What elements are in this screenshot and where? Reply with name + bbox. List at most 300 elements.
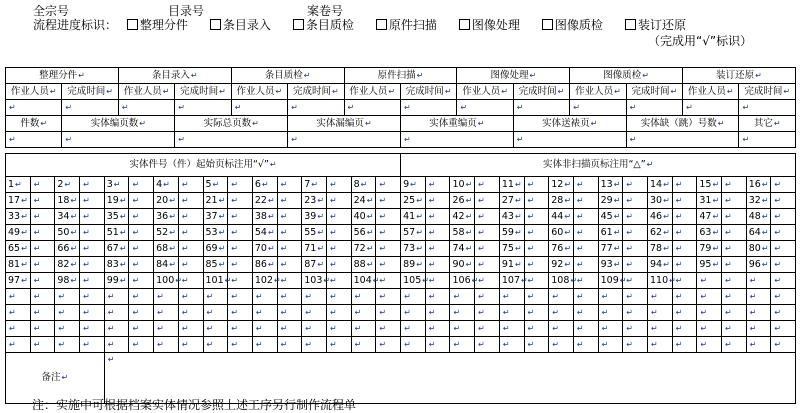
- sub-header-text: 作业人员: [575, 85, 614, 97]
- page-mark-cell: [326, 321, 351, 337]
- paragraph-mark: ↵: [725, 195, 732, 205]
- paragraph-mark: ↵: [514, 259, 522, 269]
- paragraph-mark: ↵: [255, 339, 263, 349]
- paragraph-mark: ↵: [700, 275, 708, 285]
- page-number-cell: [302, 305, 327, 321]
- page-number-cell: [154, 321, 179, 337]
- page-number-cell-text: 28: [551, 194, 564, 206]
- page-number-cell: [351, 193, 376, 209]
- grid-row: [6, 273, 796, 289]
- page-number-cell: [647, 241, 672, 257]
- page-number-cell-text: 78: [649, 242, 663, 254]
- paragraph-mark: ↵: [527, 339, 535, 349]
- page-number-cell: [401, 257, 426, 273]
- page-mark-cell: [722, 321, 747, 337]
- paragraph-mark: ↵: [311, 179, 318, 189]
- paragraph-mark: ↵: [157, 291, 164, 301]
- page-number-cell: [647, 337, 672, 353]
- page-mark-cell: [573, 273, 598, 289]
- paragraph-mark: ↵: [576, 275, 584, 285]
- stats-label-row: [6, 116, 796, 132]
- page-number-cell: [746, 321, 771, 337]
- page-number-cell-text: 76: [551, 242, 564, 254]
- checkbox[interactable]: [210, 19, 221, 30]
- page-number-cell: [598, 257, 623, 273]
- stage-header: [683, 68, 796, 84]
- page-mark-cell: [376, 257, 401, 273]
- paragraph-mark: ↵: [428, 323, 436, 333]
- personnel-cell: [118, 100, 174, 116]
- process-option[interactable]: [293, 18, 354, 32]
- paragraph-mark: ↵: [416, 195, 423, 205]
- page-number-cell-text: 74: [452, 242, 465, 254]
- page-number-cell-text: 72: [353, 242, 366, 254]
- paragraph-mark: ↵: [70, 275, 78, 285]
- stage-header: [6, 68, 119, 84]
- page-number-cell: [401, 177, 426, 193]
- checkbox[interactable]: [459, 19, 470, 30]
- mulu-label: 目录号: [168, 4, 205, 18]
- paragraph-mark: ↵: [725, 323, 732, 333]
- process-label: 流程进度标识：: [33, 18, 118, 32]
- page-mark-cell: [623, 337, 648, 353]
- page-number-cell-text: 82: [57, 258, 70, 270]
- page-number-cell: [302, 241, 327, 257]
- page-number-cell: [746, 273, 771, 289]
- paragraph-mark: ↵: [267, 195, 275, 205]
- page-mark-cell: [80, 337, 105, 353]
- paragraph-mark: ↵: [58, 339, 66, 349]
- page-mark-cell: [30, 289, 55, 305]
- stats-value: [288, 132, 401, 148]
- paragraph-mark: ↵: [675, 243, 683, 253]
- page-mark-cell: [722, 225, 747, 241]
- page-number-cell: [598, 241, 623, 257]
- page-number-cell: [647, 305, 672, 321]
- checkbox[interactable]: [625, 19, 636, 30]
- page-mark-cell: [623, 321, 648, 337]
- page-mark-cell: [129, 337, 154, 353]
- paragraph-mark: ↵: [169, 259, 176, 269]
- paragraph-mark: ↵: [590, 118, 598, 128]
- checkbox[interactable]: [542, 19, 553, 30]
- paragraph-mark: ↵: [329, 227, 337, 237]
- page-mark-cell: [30, 193, 55, 209]
- page-number-cell: [6, 257, 31, 273]
- personnel-cell: [457, 100, 513, 116]
- paragraph-mark: ↵: [663, 227, 670, 237]
- page-mark-cell: [376, 321, 401, 337]
- page-mark-cell: [623, 257, 648, 273]
- paragraph-mark: ↵: [675, 259, 683, 269]
- paragraph-mark: ↵: [650, 323, 658, 333]
- page-number-cell-text: 61: [600, 226, 613, 238]
- paragraph-mark: ↵: [669, 275, 676, 285]
- stage-header: [118, 68, 231, 84]
- process-row: [33, 18, 686, 32]
- paragraph-mark: ↵: [388, 86, 396, 96]
- process-option[interactable]: [127, 18, 188, 32]
- page-number-cell: [203, 209, 228, 225]
- page-mark-cell: [178, 241, 203, 257]
- page-mark-cell: [228, 241, 253, 257]
- page-number-cell-text: 40: [353, 210, 366, 222]
- stage-header-text: 条目质检: [264, 69, 303, 81]
- page-mark-cell: [178, 257, 203, 273]
- page-number-cell: [499, 209, 524, 225]
- page-number-cell: [104, 209, 129, 225]
- paragraph-mark: ↵: [601, 339, 609, 349]
- page-number-cell: [203, 273, 232, 289]
- page-mark-cell: [425, 209, 450, 225]
- paragraph-mark: ↵: [626, 339, 633, 349]
- page-number-cell: [55, 241, 80, 257]
- page-number-cell-text: 23: [304, 194, 317, 206]
- page-mark-cell: [722, 241, 747, 257]
- paragraph-mark: ↵: [33, 339, 41, 349]
- page-mark-cell: [524, 273, 549, 289]
- personnel-row: [6, 100, 796, 116]
- paragraph-mark: ↵: [218, 243, 226, 253]
- paragraph-mark: ↵: [626, 179, 633, 189]
- paragraph-mark: ↵: [231, 195, 238, 205]
- page-mark-cell: [129, 305, 154, 321]
- paragraph-mark: ↵: [453, 307, 461, 317]
- paragraph-mark: ↵: [83, 179, 90, 189]
- paragraph-mark: ↵: [626, 211, 633, 221]
- page-mark-cell: [771, 321, 796, 337]
- paragraph-mark: ↵: [49, 86, 57, 96]
- process-option-label: 图像处理: [471, 18, 520, 32]
- page-number-cell-text: 20: [156, 194, 169, 206]
- page-mark-cell: [376, 337, 401, 353]
- stage-header-text: 条目录入: [151, 69, 190, 81]
- personnel-cell: [6, 100, 62, 116]
- page-number-cell-text: 57: [403, 226, 416, 238]
- sub-header: [118, 84, 174, 100]
- page-mark-cell: [228, 321, 253, 337]
- paragraph-mark: ↵: [761, 211, 769, 221]
- page-number-cell-text: 41: [403, 210, 416, 222]
- paragraph-mark: ↵: [107, 339, 115, 349]
- page-number-cell: [55, 289, 80, 305]
- sub-header: [175, 84, 231, 100]
- page-number-cell: [351, 337, 376, 353]
- page-mark-cell: [326, 305, 351, 321]
- page-number-cell: [697, 225, 722, 241]
- page-mark-cell: [129, 193, 154, 209]
- stats-value: [626, 132, 739, 148]
- page-mark-cell: [326, 193, 351, 209]
- page-mark-cell: [672, 337, 697, 353]
- paragraph-mark: ↵: [379, 339, 387, 349]
- paragraph-mark: ↵: [181, 259, 189, 269]
- paragraph-mark: ↵: [305, 291, 312, 301]
- page-number-cell-text: 89: [403, 258, 416, 270]
- page-number-cell-text: 73: [403, 242, 416, 254]
- process-option[interactable]: [542, 18, 603, 32]
- page-number-cell-text: 30: [649, 194, 663, 206]
- page-mark-cell: [475, 177, 500, 193]
- paragraph-mark: ↵: [460, 102, 468, 112]
- stats-label: [288, 116, 401, 132]
- paragraph-mark: ↵: [139, 118, 146, 128]
- paragraph-mark: ↵: [725, 291, 732, 301]
- process-option[interactable]: [625, 18, 686, 32]
- page-number-cell: [154, 193, 179, 209]
- page-mark-cell: [771, 209, 796, 225]
- checkbox[interactable]: [293, 19, 304, 30]
- paragraph-mark: ↵: [329, 179, 337, 189]
- paragraph-mark: ↵: [33, 211, 41, 221]
- sub-header-text: 完成时间: [405, 85, 444, 97]
- paragraph-mark: ↵: [9, 339, 16, 349]
- page-mark-cell: [573, 193, 598, 209]
- sub-header-text: 完成时间: [518, 85, 557, 97]
- paragraph-mark: ↵: [663, 211, 670, 221]
- paragraph-mark: ↵: [465, 195, 473, 205]
- personnel-cell: [513, 100, 569, 116]
- page-mark-cell: [623, 289, 648, 305]
- paragraph-mark: ↵: [218, 227, 226, 237]
- paragraph-mark: ↵: [478, 275, 485, 285]
- process-option[interactable]: [376, 18, 437, 32]
- paragraph-mark: ↵: [428, 275, 436, 285]
- page-number-cell: [549, 273, 578, 289]
- page-mark-cell: [672, 257, 697, 273]
- page-number-cell: [647, 177, 672, 193]
- paragraph-mark: ↵: [516, 134, 524, 144]
- page-number-cell-text: 59: [501, 226, 514, 238]
- grid-row: [6, 257, 796, 273]
- page-number-cell-text: 27: [501, 194, 514, 206]
- paragraph-mark: ↵: [305, 339, 312, 349]
- page-number-cell: [697, 289, 722, 305]
- sub-header: [570, 84, 626, 100]
- process-option[interactable]: [459, 18, 520, 32]
- paragraph-mark: ↵: [619, 275, 627, 285]
- page-mark-cell: [228, 209, 253, 225]
- page-mark-cell: [277, 177, 302, 193]
- page-mark-cell: [376, 209, 401, 225]
- paragraph-mark: ↵: [477, 118, 485, 128]
- page-number-cell: [697, 209, 722, 225]
- page-number-cell: [154, 225, 179, 241]
- paragraph-mark: ↵: [132, 323, 140, 333]
- checkbox[interactable]: [127, 19, 138, 30]
- sub-header: [6, 84, 62, 100]
- page-number-cell: [302, 177, 327, 193]
- page-number-cell: [746, 177, 771, 193]
- page-number-cell: [450, 193, 475, 209]
- stats-value: [62, 132, 175, 148]
- paragraph-mark: ↵: [364, 118, 372, 128]
- paragraph-mark: ↵: [761, 259, 769, 269]
- page-number-cell: [549, 305, 574, 321]
- paragraph-mark: ↵: [422, 275, 429, 285]
- page-number-cell: [252, 257, 277, 273]
- page-mark-cell: [722, 305, 747, 321]
- page-mark-cell: [30, 225, 55, 241]
- paragraph-mark: ↵: [742, 134, 750, 144]
- paragraph-mark: ↵: [33, 291, 41, 301]
- paragraph-mark: ↵: [181, 243, 189, 253]
- page-number-cell-text: 103: [304, 274, 323, 286]
- page-number-cell: [697, 241, 722, 257]
- page-number-cell-text: 52: [156, 226, 169, 238]
- stats-label: [513, 116, 626, 132]
- paragraph-mark: ↵: [65, 134, 73, 144]
- paragraph-mark: ↵: [70, 259, 78, 269]
- page-number-cell-text: 36: [156, 210, 169, 222]
- page-mark-cell: [129, 257, 154, 273]
- page-mark-cell: [771, 193, 796, 209]
- paragraph-mark: ↵: [280, 275, 288, 285]
- page-mark-cell: [672, 225, 697, 241]
- page-mark-cell: [326, 273, 351, 289]
- page-number-cell: [351, 241, 376, 257]
- page-number-cell: [104, 273, 129, 289]
- page-number-cell: [154, 305, 179, 321]
- paragraph-mark: ↵: [78, 70, 85, 80]
- paragraph-mark: ↵: [675, 291, 683, 301]
- paragraph-mark: ↵: [444, 86, 452, 96]
- paragraph-mark: ↵: [181, 179, 189, 189]
- paragraph-mark: ↵: [280, 211, 288, 221]
- page-number-cell-text: 91: [501, 258, 514, 270]
- page-number-cell: [351, 273, 380, 289]
- page-number-cell: [450, 209, 475, 225]
- page-mark-cell: [376, 305, 401, 321]
- page-mark-cell: [425, 273, 450, 289]
- page-mark-cell: [376, 289, 401, 305]
- process-option[interactable]: [210, 18, 271, 32]
- page-number-cell-text: 90: [452, 258, 465, 270]
- page-mark-cell: [524, 289, 549, 305]
- paragraph-mark: ↵: [360, 179, 368, 189]
- sub-header: [400, 84, 456, 100]
- page-number-cell-text: 32: [748, 194, 761, 206]
- page-number-cell: [203, 225, 228, 241]
- paragraph-mark: ↵: [626, 243, 633, 253]
- paragraph-mark: ↵: [107, 323, 115, 333]
- page-number-cell: [55, 273, 80, 289]
- page-number-cell: [549, 257, 574, 273]
- paragraph-mark: ↵: [280, 291, 288, 301]
- stats-label: [6, 116, 62, 132]
- page-number-cell: [203, 305, 228, 321]
- paragraph-mark: ↵: [675, 323, 683, 333]
- page-number-cell-text: 53: [205, 226, 218, 238]
- paragraph-mark: ↵: [206, 339, 214, 349]
- paragraph-mark: ↵: [404, 323, 411, 333]
- page-number-cell: [647, 273, 676, 289]
- paragraph-mark: ↵: [83, 275, 90, 285]
- paragraph-mark: ↵: [33, 259, 41, 269]
- page-mark-cell: [425, 225, 450, 241]
- paragraph-mark: ↵: [181, 307, 189, 317]
- paragraph-mark: ↵: [379, 243, 387, 253]
- sub-header: [457, 84, 513, 100]
- page-number-cell-text: 46: [649, 210, 663, 222]
- page-number-cell: [647, 209, 672, 225]
- page-mark-cell: [326, 257, 351, 273]
- page-number-cell-text: 45: [600, 210, 613, 222]
- paragraph-mark: ↵: [21, 275, 28, 285]
- paragraph-mark: ↵: [280, 307, 288, 317]
- sub-header: [626, 84, 682, 100]
- paragraph-mark: ↵: [379, 275, 387, 285]
- page-number-cell: [104, 305, 129, 321]
- paragraph-mark: ↵: [663, 179, 670, 189]
- page-mark-cell: [129, 225, 154, 241]
- page-number-cell: [203, 241, 228, 257]
- paragraph-mark: ↵: [527, 275, 535, 285]
- page-mark-cell: [376, 273, 401, 289]
- paragraph-mark: ↵: [274, 275, 281, 285]
- paragraph-mark: ↵: [465, 243, 473, 253]
- paragraph-mark: ↵: [354, 307, 362, 317]
- paragraph-mark: ↵: [83, 195, 90, 205]
- paragraph-mark: ↵: [379, 323, 387, 333]
- paragraph-mark: ↵: [527, 259, 535, 269]
- page-number-cell-text: 14: [649, 178, 663, 190]
- page-number-cell-text: 39: [304, 210, 317, 222]
- paragraph-mark: ↵: [231, 323, 238, 333]
- grid-row: [6, 225, 796, 241]
- paragraph-mark: ↵: [305, 323, 312, 333]
- checkbox[interactable]: [376, 19, 387, 30]
- page-number-cell: [302, 337, 327, 353]
- sub-header-text: 完成时间: [292, 85, 331, 97]
- page-number-cell-text: 1: [8, 178, 15, 190]
- paragraph-mark: ↵: [157, 339, 164, 349]
- page-number-cell: [549, 289, 574, 305]
- sub-header-text: 完成时间: [180, 85, 219, 97]
- page-mark-cell: [228, 305, 253, 321]
- paragraph-mark: ↵: [181, 195, 189, 205]
- paragraph-mark: ↵: [280, 339, 288, 349]
- page-mark-cell: [30, 321, 55, 337]
- paragraph-mark: ↵: [366, 195, 374, 205]
- page-number-cell: [647, 321, 672, 337]
- page-number-cell: [154, 273, 182, 289]
- grid-header-left: [6, 154, 401, 177]
- paragraph-mark: ↵: [675, 339, 683, 349]
- page-number-cell-text: 34: [57, 210, 70, 222]
- page-mark-cell: [475, 321, 500, 337]
- paragraph-mark: ↵: [527, 291, 535, 301]
- page-number-cell: [746, 209, 771, 225]
- personnel-cell: [344, 100, 400, 116]
- paragraph-mark: ↵: [663, 195, 670, 205]
- page-mark-cell: [80, 305, 105, 321]
- page-mark-cell: [623, 273, 648, 289]
- page-number-cell: [598, 321, 623, 337]
- page-number-cell-text: 31: [699, 194, 712, 206]
- page-mark-cell: [326, 225, 351, 241]
- page-mark-cell: [475, 225, 500, 241]
- page-mark-cell: [80, 273, 105, 289]
- paragraph-mark: ↵: [613, 195, 621, 205]
- page-number-cell: [203, 337, 228, 353]
- paragraph-mark: ↵: [774, 291, 782, 301]
- page-number-cell: [499, 321, 524, 337]
- paragraph-mark: ↵: [502, 291, 510, 301]
- paragraph-mark: ↵: [317, 259, 325, 269]
- stats-value: [739, 132, 795, 148]
- personnel-cell: [400, 100, 456, 116]
